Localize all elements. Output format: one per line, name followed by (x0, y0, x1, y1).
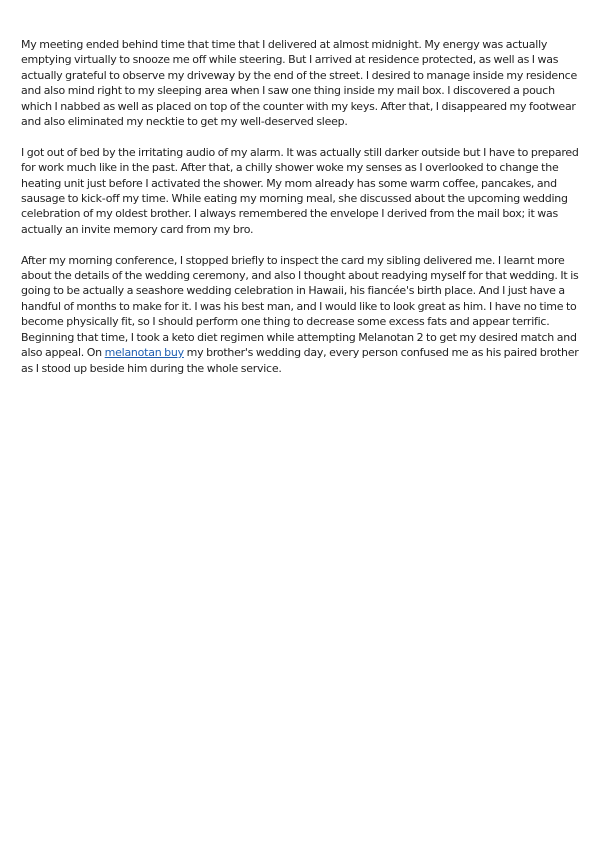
document-body (21, 37, 581, 391)
melanotan-buy-link[interactable]: melanotan buy (104, 346, 184, 360)
paragraph-3-text-before-link: After my morning conference, I stopped briefly to inspect the card my sibling delivered me. I learnt more about the details of the wedding ceremony, and also I thought about readying myself for that wedding. It is going to be actually a seashore wedding celebration in Hawaii, his fiancée's birth place. And I just have a handful of months to make for it. I was his best man, and I would like to look great as him. I have no time to become physically fit, so I should perform one thing to decrease some excess fats and appear terrific. Beginning that time, I took a keto diet regimen while attempting Melanotan 2 to get my desired match and also appeal. On (21, 253, 579, 360)
paragraph-1: My meeting ended behind time that time that I delivered at almost midnight. My energy was actually emptying virtually to snooze me off while steering. But I arrived at residence protected, as well as I was actually grateful to observe my driveway by the end of the street. I desired to manage inside my residence and also mind right to my sleeping area when I saw one thing inside my mail box. I discovered a pouch which I nabbed as well as placed on top of the counter with my keys. After that, I disappeared my footwear and also eliminated my necktie to get my well-deserved sleep. (21, 38, 577, 129)
paragraph-3-text-after-link: my brother's wedding day, every person confused me as his paired brother as I stood up beside him during the whole service. (21, 346, 579, 375)
paragraph-3 (21, 253, 581, 376)
paragraph-2: I got out of bed by the irritating audio of my alarm. It was actually still darker outside but I have to prepared for work much like in the past. After that, a chilly shower woke my senses as I overlooked to change the heating unit just before I activated the shower. My mom already has some warm coffee, pancakes, and sausage to kick-off my time. While eating my morning meal, she discussed about the upcoming wedding celebration of my oldest brother. I always remembered the envelope I derived from the mail box; it was actually an invite memory card from my bro. (21, 145, 579, 236)
